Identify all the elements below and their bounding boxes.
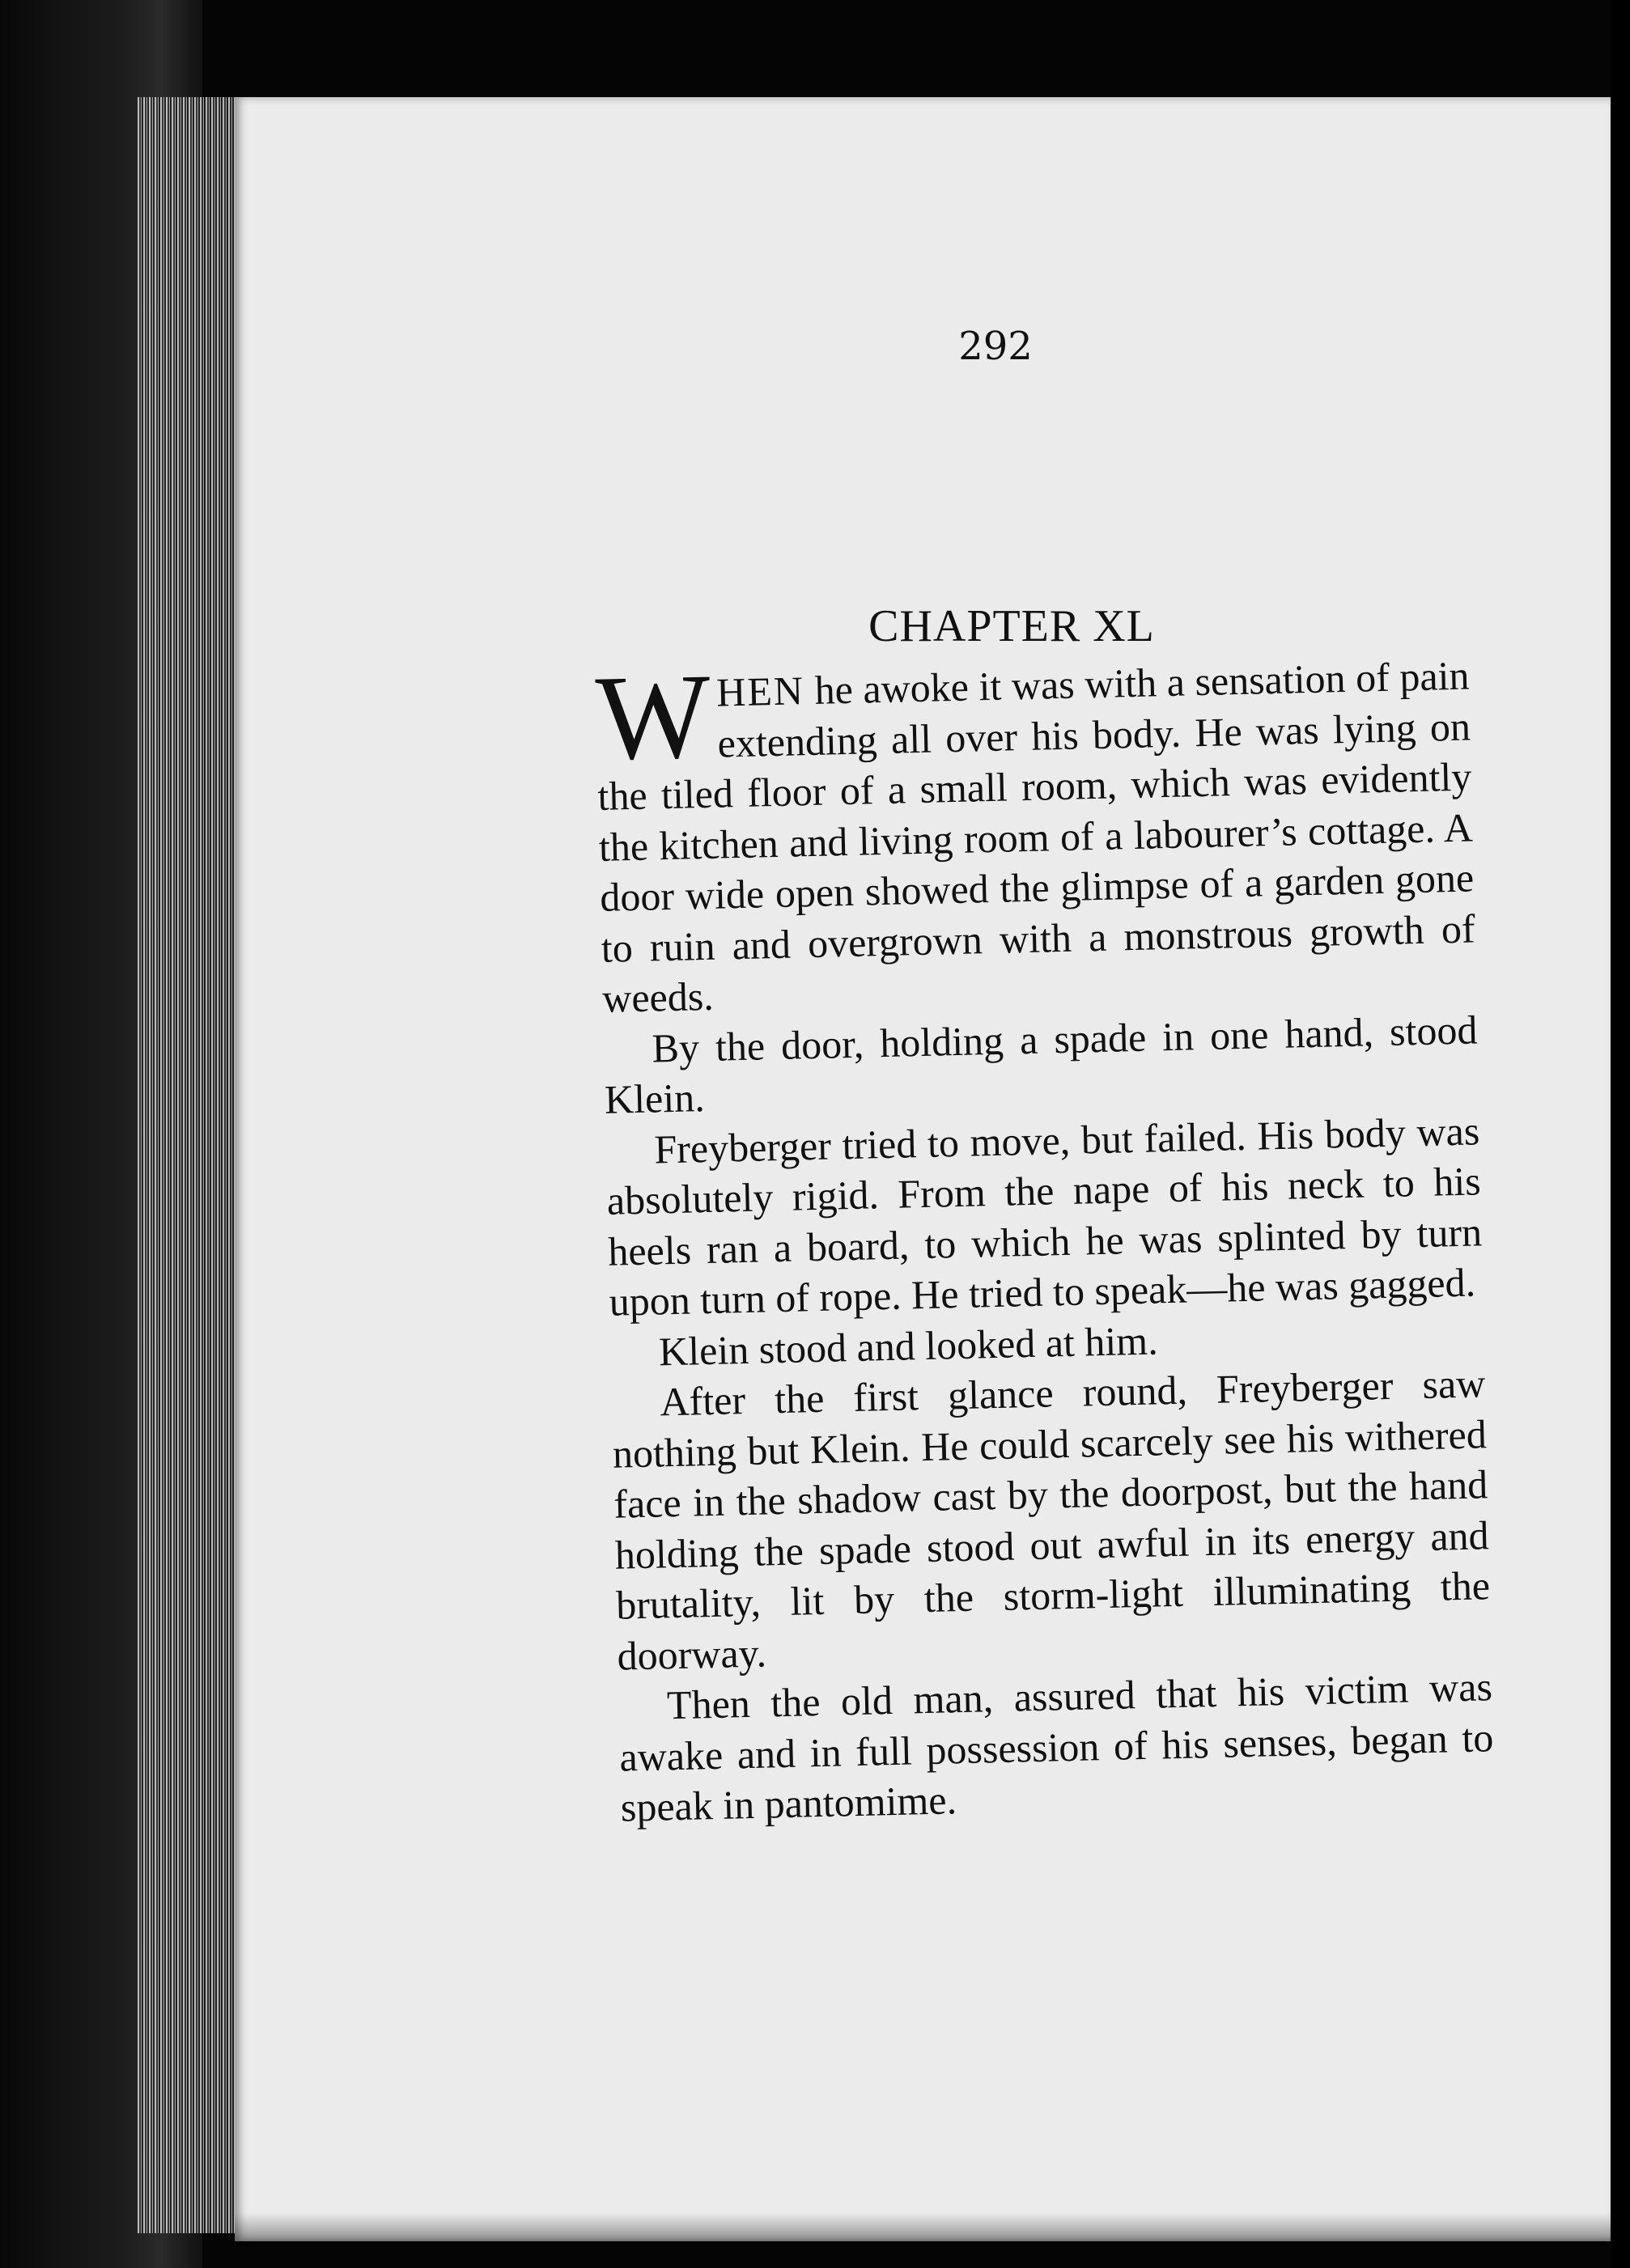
drop-cap: W — [594, 648, 712, 786]
paragraph: By the door, holding a spade in one hand, stood Klein. — [604, 1006, 1478, 1122]
right-border — [1611, 0, 1630, 2268]
paragraph: After the first glance round, Freyberger saw nothing but Klein. He could scarcely see his withered face in the shadow cast by the doorpost, but the hand holding the spade stood out awful in its energy and brutality, lit by the storm-light illuminating the doorway. — [612, 1360, 1491, 1679]
page-shadow — [235, 2213, 1611, 2245]
paragraph: Freyberger tried to move, but failed. His body was absolutely rigid. From the nape of his neck to his heels ran a board, to which he was splinted by turn upon turn of rope. He tried to speak—he was gagged. — [606, 1107, 1483, 1325]
run-in-caps: HEN — [715, 668, 805, 715]
book-page-edges — [138, 97, 235, 2233]
chapter-text — [595, 650, 1495, 1833]
paragraph: Then the old man, assured that his victim was awake and in full possession of his senses, began to speak in pantomime. — [618, 1664, 1494, 1830]
chapter-title: CHAPTER XL — [868, 601, 1155, 651]
paragraph: Klein stood and looked at him. — [658, 1316, 1159, 1374]
paragraph — [595, 650, 1477, 1024]
paragraph-text: he awoke it was with a sensation of pain extending all over his body. He was lying on the tiled floor of a small room, which was evidently the kitchen and living room of a labourer’s cottage. A door wide open showed the glimpse of a garden gone to ruin and overgrown with a monstrous growth of weeds. — [596, 652, 1476, 1021]
page-number: 292 — [958, 324, 1033, 369]
